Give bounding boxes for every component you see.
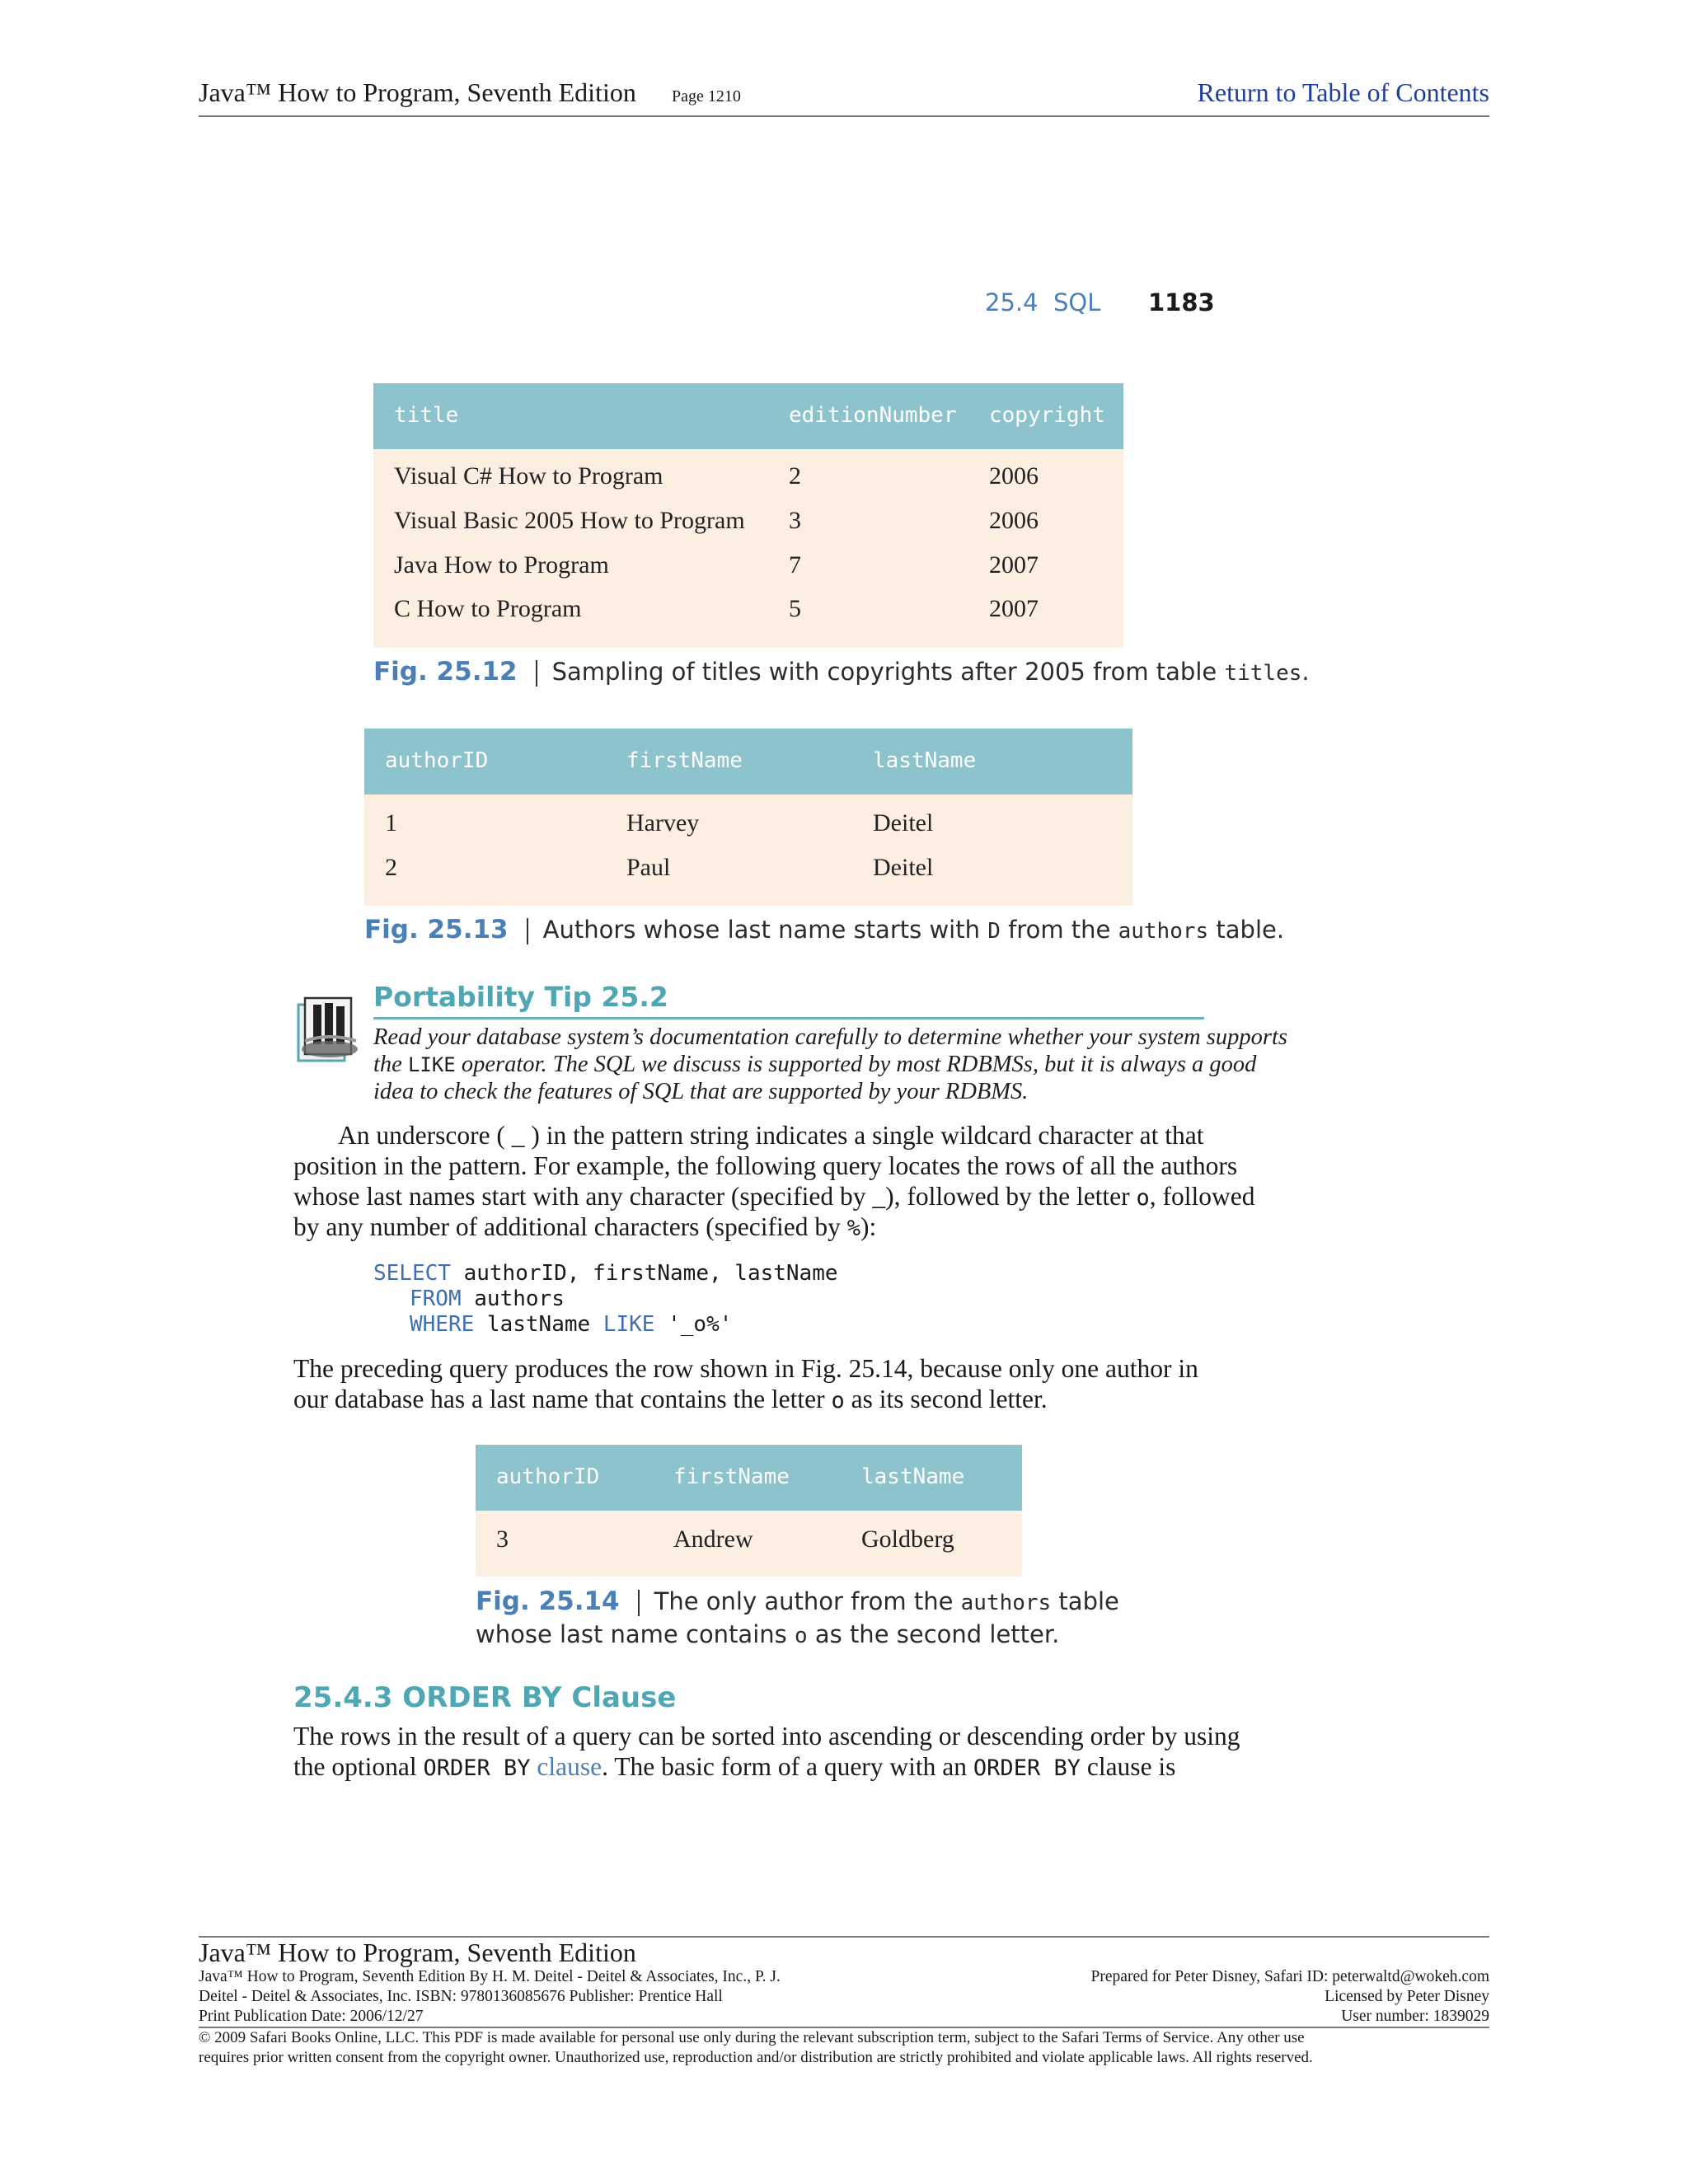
caption-text: table. [1208, 916, 1285, 944]
sql-keyword: WHERE [410, 1312, 475, 1337]
caption-text: from the [1000, 916, 1118, 944]
table-cell: 2007 [989, 595, 1039, 622]
table-cell: Paul [626, 854, 671, 881]
table-cell: 3 [496, 1526, 509, 1553]
inline-code: % [846, 1216, 861, 1241]
column-header: lastName [873, 748, 977, 773]
running-head-name: SQL [1053, 288, 1101, 316]
table-body [364, 794, 1132, 906]
table-cell: 2007 [989, 551, 1039, 579]
inline-code: ORDER BY [423, 1755, 531, 1781]
footer-title: Java™ How to Program, Seventh Edition [199, 1938, 636, 1967]
table-cell: 2006 [989, 462, 1039, 490]
sql-keyword: LIKE [603, 1312, 655, 1337]
caption-separator [536, 660, 537, 687]
caption-code: titles [1224, 661, 1302, 686]
fig-25-13-table [364, 729, 1132, 906]
caption-text: table [1051, 1587, 1119, 1615]
caption-code: authors [960, 1591, 1052, 1615]
table-cell: Goldberg [861, 1526, 954, 1553]
code-line [410, 1312, 732, 1337]
caption-text: whose last name contains [476, 1620, 795, 1648]
paragraph-line: The rows in the result of a query can be sorted into ascending or descending order by using [293, 1722, 1240, 1750]
tip-text: the [373, 1052, 408, 1077]
portability-tip-icon [297, 991, 368, 1066]
paragraph-line: position in the pattern. For example, the following query locates the rows of all the authors [293, 1151, 1238, 1180]
header-divider [199, 115, 1489, 117]
caption-text: Sampling of titles with copyrights after 2005 from table [551, 658, 1225, 686]
text-span: , followed [1149, 1182, 1255, 1211]
footer-line: Deitel - Deitel & Associates, Inc. ISBN: 9780136085676 Publisher: Prentice Hall [199, 1988, 723, 2005]
inline-code: ORDER BY [973, 1755, 1081, 1781]
tip-code: LIKE [407, 1053, 456, 1076]
fig-25-12-caption [373, 657, 1310, 687]
table-cell: Deitel [873, 854, 934, 881]
column-header: title [394, 403, 459, 428]
caption-code: D [987, 919, 1001, 944]
section-heading: 25.4.3 ORDER BY Clause [293, 1681, 677, 1714]
paragraph-line: The preceding query produces the row shown in Fig. 25.14, because only one author in [293, 1354, 1198, 1383]
tip-line: idea to check the features of SQL that are supported by your RDBMS. [373, 1079, 1029, 1104]
code-text: '_o%' [654, 1312, 733, 1337]
table-cell: C How to Program [394, 595, 582, 622]
fig-25-12-table [373, 383, 1123, 648]
footer-copyright: © 2009 Safari Books Online, LLC. This PDF is made available for personal use only during the relevant subscription term, subject to the Safari Terms of Service. Any other use [199, 2029, 1305, 2046]
footer-line: Java™ How to Program, Seventh Edition By H. M. Deitel - Deitel & Associates, Inc., P. J. [199, 1968, 781, 1985]
table-header [364, 729, 1132, 794]
paragraph-line [293, 1752, 1175, 1782]
fig-25-14-caption-line2 [476, 1620, 1059, 1648]
fig-25-14-table [476, 1445, 1022, 1577]
text-span: as its second letter. [844, 1385, 1048, 1413]
column-header: editionNumber [789, 403, 957, 428]
tip-line: Read your database system’s documentation carefully to determine whether your system supports [373, 1024, 1287, 1050]
code-line [410, 1286, 565, 1311]
table-cell: 5 [789, 595, 801, 622]
tip-line [373, 1052, 1256, 1078]
footer-line: Prepared for Peter Disney, Safari ID: peterwaltd@wokeh.com [1090, 1968, 1489, 1985]
tip-divider [373, 1017, 1204, 1019]
footer-line: Print Publication Date: 2006/12/27 [199, 2008, 424, 2025]
fig-25-14-caption [476, 1586, 1119, 1616]
sql-keyword: FROM [410, 1286, 462, 1311]
column-header: lastName [861, 1465, 965, 1489]
table-cell: 2006 [989, 507, 1039, 534]
clause-term-link[interactable]: clause [537, 1752, 603, 1781]
table-body [476, 1511, 1022, 1577]
text-span: . The basic form of a query with an [602, 1752, 973, 1781]
caption-text: as the second letter. [807, 1620, 1060, 1648]
column-header: firstName [673, 1465, 790, 1489]
figure-number: Fig. 25.12 [373, 657, 518, 687]
table-body [373, 449, 1123, 648]
running-head-section: 25.4 [985, 288, 1039, 316]
column-header: firstName [626, 748, 743, 773]
caption-text: The only author from the [654, 1587, 961, 1615]
paragraph-line [293, 1182, 1255, 1212]
text-span: whose last names start with any character (specified by _), followed by the letter [293, 1182, 1137, 1211]
caption-separator [527, 918, 528, 944]
paragraph-line: An underscore ( _ ) in the pattern string indicates a single wildcard character at that [338, 1121, 1204, 1150]
text-span: clause is [1080, 1752, 1176, 1781]
running-head-page: 1183 [1148, 288, 1215, 316]
table-header [373, 383, 1123, 449]
caption-code: authors [1118, 919, 1209, 944]
footer-divider [199, 2027, 1489, 2028]
table-cell: 1 [385, 809, 397, 837]
code-line [373, 1261, 838, 1286]
footer-copyright: requires prior written consent from the copyright owner. Unauthorized use, reproduction and/or distribution are strictly prohibited and violate applicable laws. All rights reserved. [199, 2049, 1313, 2066]
paragraph-line [293, 1385, 1048, 1414]
table-cell: 2 [789, 462, 801, 490]
tip-title: Portability Tip 25.2 [373, 981, 668, 1013]
table-header [476, 1445, 1022, 1511]
inline-code: o [831, 1388, 845, 1413]
code-text: authors [461, 1286, 565, 1311]
caption-text: . [1301, 658, 1310, 686]
page-label: Page 1210 [672, 87, 741, 105]
book-title: Java™ How to Program, Seventh Edition [199, 77, 636, 107]
fig-25-13-caption [364, 915, 1284, 944]
paragraph-line [293, 1212, 876, 1242]
sql-keyword: SELECT [373, 1261, 451, 1286]
footer-line: Licensed by Peter Disney [1325, 1988, 1489, 2005]
text-span: our database has a last name that contains the letter [293, 1385, 832, 1413]
table-cell: Java How to Program [394, 551, 609, 579]
tip-text: operator. The SQL we discuss is supported by most RDBMSs, but it is always a good [455, 1052, 1257, 1077]
toc-link[interactable]: Return to Table of Contents [1197, 77, 1489, 107]
table-cell: Harvey [626, 809, 700, 837]
table-cell: 2 [385, 854, 397, 881]
column-header: authorID [385, 748, 489, 773]
text-span: the optional [293, 1752, 424, 1781]
inline-code: o [1136, 1185, 1150, 1211]
table-cell: Visual Basic 2005 How to Program [394, 507, 745, 534]
table-cell: Deitel [873, 809, 934, 837]
table-cell: 3 [789, 507, 801, 534]
table-cell: 7 [789, 551, 801, 579]
caption-text: Authors whose last name starts with [542, 916, 988, 944]
table-cell: Visual C# How to Program [394, 462, 663, 490]
figure-number: Fig. 25.13 [364, 915, 509, 944]
table-cell: Andrew [673, 1526, 753, 1553]
figure-number: Fig. 25.14 [476, 1586, 620, 1616]
footer-line: User number: 1839029 [1341, 2008, 1489, 2025]
text-span: ): [860, 1212, 877, 1241]
column-header: authorID [496, 1465, 600, 1489]
code-text: authorID, firstName, lastName [450, 1261, 838, 1286]
column-header: copyright [989, 403, 1105, 428]
text-span: by any number of additional characters (specified by [293, 1212, 847, 1241]
code-text: lastName [474, 1312, 603, 1337]
caption-separator [638, 1590, 640, 1616]
caption-code: o [794, 1624, 808, 1648]
